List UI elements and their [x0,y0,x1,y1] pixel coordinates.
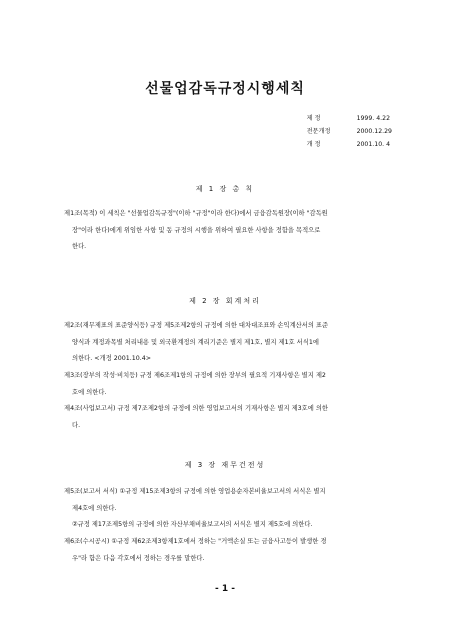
date-value: 2001.10. 4 [356,141,391,148]
article-line: 제6조(수시공시) ①규정 제62조제3항제1호에서 정하는 "거액손실 또는 금융사고등이 발생한 경 [64,538,327,545]
article-line: 제4조(사업보고서) 규정 제7조제2항의 규정에 의한 영업보고서의 기재사항은 별지 제3호에 의한 [64,405,329,412]
article-line: 다. [72,421,81,429]
revision-dates [307,112,392,151]
article-line: 제2조(재무제표의 표준양식등) 규정 제5조제2항의 규정에 의한 대차대조표와 손익계산서의 표준 [64,322,329,329]
article-line: 양식과 계정과목별 처리내용 및 외국환계정의 계리기준은 별지 제1호, 별지 제1호 서식1에 [72,338,319,346]
article-line: 의한다. <개정 2001.10.4> [72,355,152,362]
article-line: 한다. [72,243,87,250]
date-label: 개 정 [306,141,321,148]
article-line: 호에 의한다. [72,388,107,396]
article-2 [64,318,389,368]
date-label: 제 정 [306,115,321,122]
article-5 [64,484,389,534]
article-line: 제3조(장부의 작성·비치등) 규정 제6조제1항의 규정에 의한 장부의 필요적 기재사항은 별지 제2 [64,372,326,379]
article-line: 제5조(보고서 서식) ①규정 제15조제3항의 규정에 의한 영업용순자본비율보고서의 서식은 별지 [64,488,326,495]
chapter-heading: 제 2 장 회계처리 [189,297,261,305]
article-1 [64,206,389,256]
chapter-heading: 제 1 장 총 칙 [195,185,255,193]
article-line: 제4호에 의한다. [72,504,117,512]
article-4 [64,401,389,434]
chapter-heading: 제 3 장 재무건전성 [184,461,266,469]
article-line: 장"이라 한다)에게 위임한 사항 및 동 규정의 시행을 위하여 필요한 사항을 정함을 목적으로 [72,226,321,234]
article-line: ②규정 제17조제5항의 규정에 의한 자산부채비율보고서의 서식은 별지 제5호에 의한다. [72,521,313,528]
date-row [307,125,392,138]
article-line: 우"라 함은 다음 각호에서 정하는 경우를 말한다. [72,554,205,562]
page-number: - 1 - [215,584,235,594]
article-3 [64,368,389,401]
date-value: 1999. 4.22 [356,115,391,122]
article-6 [64,534,389,567]
date-label: 전문개정 [306,128,331,135]
article-line: 제1조(목적) 이 세칙은 "선물업감독규정"(이하 "규정"이라 한다)에서 금융감독원장(이하 "감독원 [64,210,328,217]
date-value: 2000.12.29 [356,128,392,135]
date-row [307,138,392,151]
date-row [307,112,392,125]
document-title: 선물업감독규정시행세칙 [145,81,305,97]
